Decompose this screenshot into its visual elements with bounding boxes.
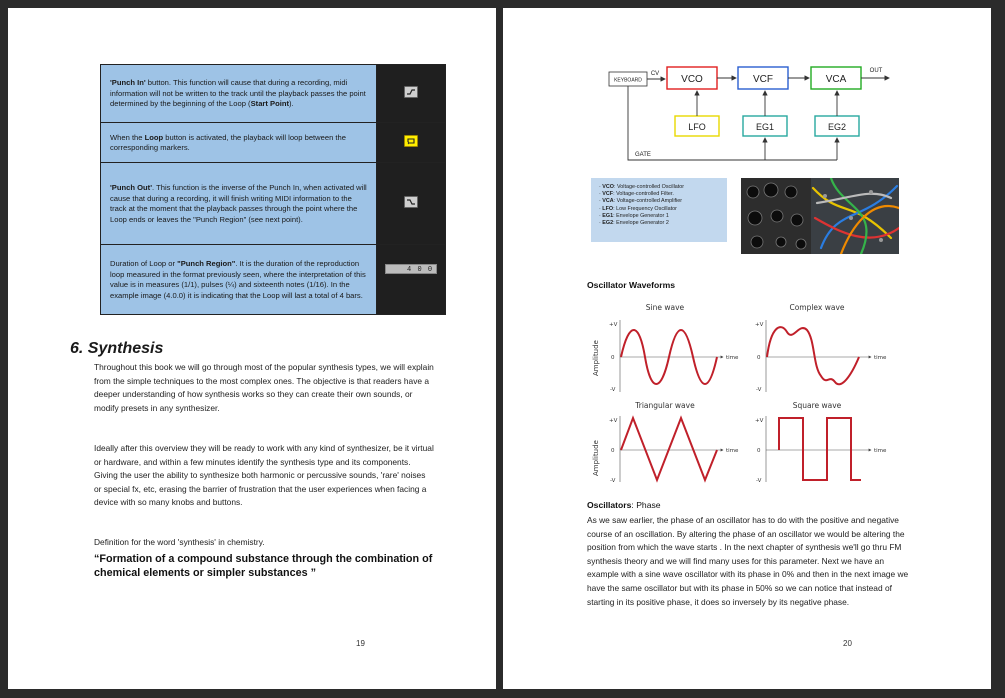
eg1-label: EG1 [755, 122, 775, 132]
amplitude-label: Amplitude [592, 340, 600, 376]
abbreviation-legend [591, 178, 727, 242]
right-page [503, 8, 991, 689]
triangular-wave-title: Triangular wave [635, 401, 695, 410]
page-number: 20 [843, 639, 852, 648]
left-page [8, 8, 496, 689]
plus-v-label: +V [755, 418, 764, 424]
vco-label: VCO [681, 74, 703, 85]
legend-item: · VCA: Voltage-controlled Amplifier [599, 198, 683, 205]
transport-functions-table [100, 64, 446, 315]
cv-label: CV [650, 71, 660, 77]
loop-duration-counter: 4 0 0 [385, 264, 437, 274]
triangular-wave-panel [609, 401, 739, 484]
punch-out-icon [404, 196, 418, 208]
keyboard-label: KEYBOARD [614, 77, 642, 84]
vca-label: VCA [825, 74, 847, 85]
phase-paragraph: As we saw earlier, the phase of an oscillator has to do with the positive and negative course of an oscillation. By altering the phase of an oscillator we would be altering the position from which the wave starts . In the next chapter of synthesis we'll go thru FM synthesis theory and we will find many uses for this parameter. Next we have an example with a sine wave oscillator with its phase in 0% and then in the next image we have the same oscillator but with its phase in 50% so we can notice that instead of starting in its positive phase, it does so inversely by its negative phase. [587, 515, 909, 607]
loop-icon [404, 135, 418, 147]
oscillators-phase-title: Oscillators: Phase [587, 500, 661, 510]
lfo-label: LFO [688, 122, 706, 132]
square-wave-line [779, 418, 861, 480]
overview-paragraph: Ideally after this overview they will be ready to work with any kind of synthesizer, be it virtual or hardware, and within a few minutes identify the synthesis type and its components. Giving the user the ability to synthesize both harmonic or percussive sounds, 'rare' noises or special fx, etc, erasing the barrier of frustration that the user experiences when facing a device with so many knobs and buttons. [94, 443, 434, 508]
legend-item: · VCO: Voltage-controlled Oscillator [599, 184, 685, 190]
zero-label: 0 [757, 448, 761, 454]
complex-wave-title: Complex wave [789, 303, 845, 312]
waveforms-figure [589, 296, 889, 486]
plus-v-label: +V [609, 418, 618, 424]
sine-wave-panel [609, 303, 739, 393]
punch-in-icon [404, 86, 418, 98]
sine-wave-title: Sine wave [645, 303, 685, 312]
amplitude-label: Amplitude [592, 440, 600, 476]
intro-paragraph: Throughout this book we will go through most of the popular synthesis types, we will explain from the simple techniques to the most complex ones. The objective is that readers have a deeper understanding of how synthesis works so they can create their own sounds, or modify presets in any synthesizer. [94, 362, 434, 413]
table-row [101, 163, 446, 245]
table-cell-description: 'Punch Out'. This function is the inverse of the Punch In, when activated will cause that during a recording, it will finish writing MIDI information to the track at the moment that the playback passes through the point where the Loop ends or leaves the "Punch Region" (see next point). [101, 163, 377, 245]
square-wave-panel [755, 401, 887, 484]
legend-item: · EG1: Envelope Generator 1 [599, 212, 669, 219]
legend-item: · EG2: Envelope Generator 2 [599, 220, 669, 227]
table-cell-description: Duration of Loop or "Punch Region". It is the duration of the reproduction loop measured in the format previously seen, where the interpretation of this value is in measures (1/1), pulses (¼) and sixteenth notes (1/16). In the example image (4.0.0) it is indicating that the Loop will last a total of 4 bars. [101, 245, 377, 315]
plus-v-label: +V [755, 322, 764, 328]
synth-block-diagram [597, 58, 897, 168]
table-cell-description: When the Loop button is activated, the playback will loop between the corresponding markers. [101, 123, 377, 163]
minus-v-label: -V [756, 478, 762, 484]
square-wave-title: Square wave [792, 401, 842, 410]
out-label: OUT [869, 68, 883, 74]
zero-label: 0 [757, 355, 761, 361]
definition-intro: Definition for the word 'synthesis' in chemistry. [94, 537, 265, 547]
table-row [101, 123, 446, 163]
minus-v-label: -V [756, 387, 762, 393]
legend-item: · VCF: Voltage-controlled Filter. [599, 191, 674, 198]
page-number: 19 [356, 639, 365, 648]
table-row [101, 65, 446, 123]
definition-quote: “Formation of a compound substance through the combination of chemical elements or simpler substances ” [94, 553, 433, 579]
time-label: time [726, 355, 739, 361]
oscillator-waveforms-title: Oscillator Waveforms [587, 280, 676, 290]
zero-label: 0 [611, 448, 615, 454]
time-label: time [726, 448, 739, 454]
vcf-label: VCF [753, 74, 773, 85]
time-label: time [874, 448, 887, 454]
zero-label: 0 [611, 355, 615, 361]
modular-synth-photo [741, 178, 899, 254]
eg2-label: EG2 [827, 122, 847, 132]
complex-wave-panel [755, 303, 887, 393]
section-heading: 6. Synthesis [70, 340, 164, 357]
time-label: time [874, 355, 887, 361]
legend-item: · LFO: Low Frequency Oscillator [599, 205, 677, 212]
table-cell-description: 'Punch In' button. This function will cause that during a recording, midi information will not be written to the track until the playback passes the point determined by the beginning of the Loop (Start Point). [101, 65, 377, 123]
plus-v-label: +V [609, 322, 618, 328]
gate-label: GATE [635, 152, 651, 158]
triangular-wave-line [621, 418, 717, 480]
table-row [101, 245, 446, 315]
minus-v-label: -V [610, 478, 616, 484]
minus-v-label: -V [610, 387, 616, 393]
complex-wave-line [767, 327, 859, 384]
